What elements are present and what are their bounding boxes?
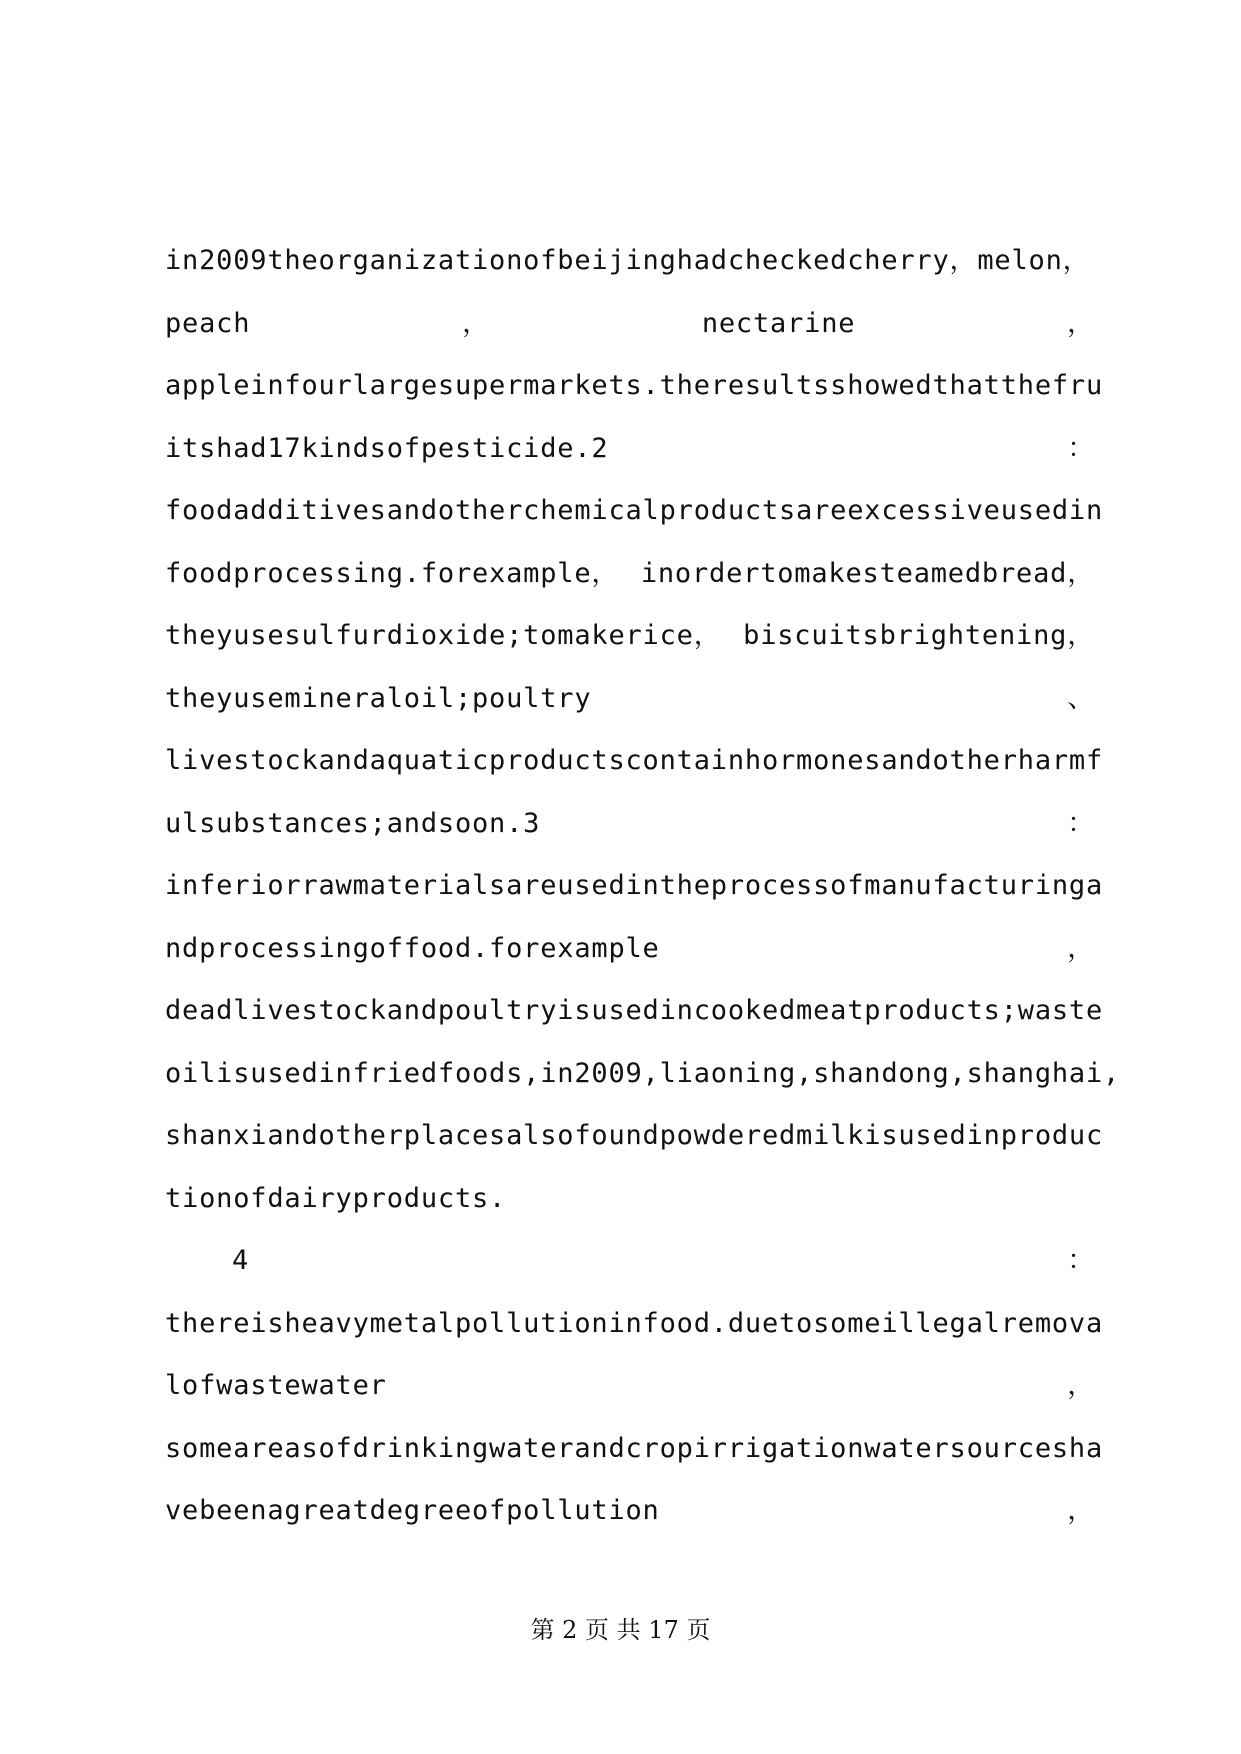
text-line	[165, 230, 1095, 293]
text-line	[165, 1168, 1095, 1231]
text-segment: ：	[1067, 432, 1095, 464]
text-line	[165, 605, 1095, 668]
text-line	[165, 730, 1104, 793]
text-segment: foodprocessing.forexample，	[165, 557, 620, 589]
text-segment: inferiorrawmaterialsareusedintheprocessofmanufacturinga	[165, 870, 1104, 901]
text-line	[165, 1230, 1095, 1293]
text-segment: deadlivestockandpoultryisusedincookedmeatproducts;waste	[165, 995, 1104, 1026]
text-line	[165, 980, 1104, 1043]
text-segment: theyusemineraloil;poultry	[165, 682, 592, 714]
text-line	[165, 1480, 1095, 1543]
text-line	[165, 418, 1095, 481]
text-segment: peach	[165, 307, 251, 339]
text-segment: appleinfourlargesupermarkets.theresultsshowedthatthefru	[165, 370, 1104, 401]
text-line	[165, 293, 1095, 356]
page-footer: 第 2 页 共 17 页	[530, 1616, 711, 1644]
text-segment: theyusesulfurdioxide;tomakerice，	[165, 620, 722, 651]
text-segment: oilisusedinfriedfoods,in2009,liaoning,shandong,shanghai,	[165, 1057, 1121, 1089]
text-line	[165, 1293, 1104, 1356]
text-segment: itshad17kindsofpesticide.2	[165, 432, 609, 464]
text-segment: in2009theorganizationofbeijinghadcheckedcherry，melon，	[165, 245, 1091, 276]
text-line	[165, 668, 1095, 731]
text-line	[165, 793, 1095, 856]
text-segment: foodadditivesandotherchemicalproductsareexcessiveusedin	[165, 495, 1104, 526]
text-line	[165, 918, 1095, 981]
text-line	[165, 480, 1104, 543]
text-segment: thereisheavymetalpollutioninfood.duetosomeillegalremova	[165, 1307, 1104, 1339]
text-line	[165, 1418, 1104, 1481]
text-line	[165, 1043, 1121, 1106]
text-segment: shanxiandotherplacesalsofoundpowderedmilkisusedinproduc	[165, 1120, 1104, 1151]
text-segment: 4	[232, 1245, 250, 1276]
text-segment: ，	[1067, 307, 1095, 339]
text-segment: tionofdairyproducts.	[165, 1182, 507, 1214]
text-line	[165, 1355, 1095, 1418]
text-line	[165, 355, 1104, 418]
text-segment: ，	[1067, 1370, 1095, 1401]
text-segment: ，	[1067, 932, 1095, 964]
text-segment: inordertomakesteamedbread，	[640, 557, 1095, 589]
text-segment: vebeenagreatdegreeofpollution	[165, 1495, 660, 1526]
text-segment: ，	[1067, 1495, 1095, 1526]
text-segment: ulsubstances;andsoon.3	[165, 807, 541, 839]
text-segment: livestockandaquaticproductscontainhormonesandotherharmf	[165, 745, 1104, 776]
text-line	[165, 855, 1104, 918]
text-segment: ndprocessingoffood.forexample	[165, 932, 660, 964]
text-line	[165, 543, 1095, 606]
text-segment: biscuitsbrightening，	[743, 620, 1095, 651]
text-segment: someareasofdrinkingwaterandcropirrigationwatersourcesha	[165, 1432, 1104, 1464]
text-segment: ，	[462, 307, 490, 339]
text-segment: lofwastewater	[165, 1370, 387, 1401]
text-segment: ：	[1067, 1245, 1095, 1276]
body-text	[165, 230, 1121, 1543]
text-segment: nectarine	[701, 307, 856, 339]
text-segment: ：	[1067, 807, 1095, 839]
text-line	[165, 1105, 1104, 1168]
text-segment: 、	[1067, 682, 1095, 714]
